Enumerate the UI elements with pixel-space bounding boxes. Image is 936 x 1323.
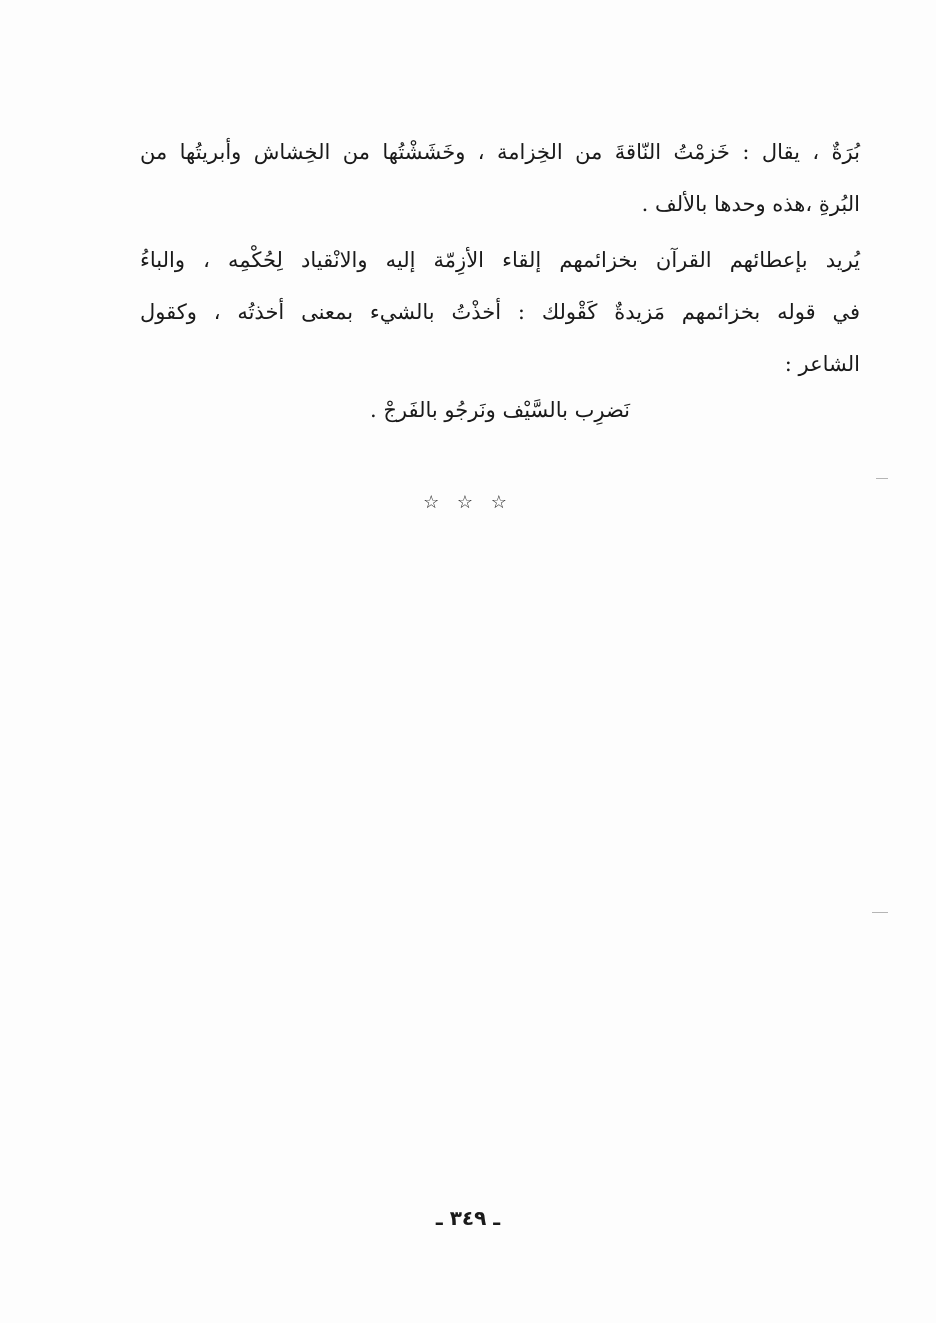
paragraph-2 (140, 234, 860, 390)
text-line: يُريد بإعطائهم القرآن بخزائمهم إلقاء الأزِمّة إليه والانْقياد لِحُكْمِه ، والباءُ (140, 248, 860, 272)
text-line: بُرَةٌ ، يقال : خَزمْتُ النّاقةَ من الخِزامة ، وخَشَشْتُها من الخِشاش وأبريتُها من (140, 140, 860, 164)
scan-edge-mark (872, 912, 888, 913)
text-line: في قوله بخزائمهم مَزيدةٌ كَقْولك : أخذْتُ بالشيء بمعنى أخذتُه ، وكقول (140, 300, 860, 324)
poetry-verse: نَضرِب بالسَّيْف ونَرجُو بالفَرجْ . (369, 398, 631, 422)
star-ornament-divider: ☆ ☆ ☆ (423, 492, 513, 513)
text-line: الشاعر : (784, 352, 860, 376)
page-number: ـ ٣٤٩ ـ (435, 1206, 501, 1230)
text-line: البُرةِ ،هذه وحدها بالألف . (641, 192, 860, 216)
paragraph-1 (140, 126, 860, 230)
scan-edge-mark (876, 478, 888, 479)
